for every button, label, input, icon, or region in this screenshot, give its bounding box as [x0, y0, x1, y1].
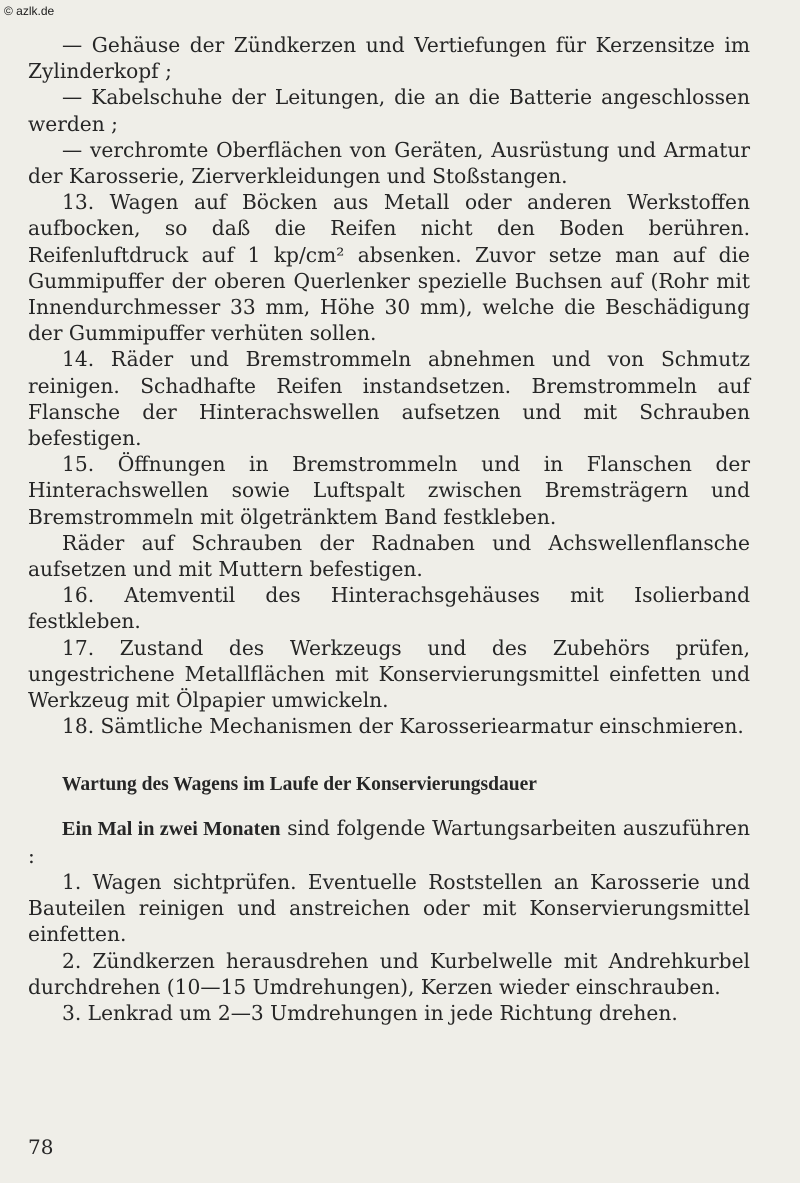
intro-rest: sind folgende Wartungsarbeiten auszuführen :: [28, 816, 750, 868]
watermark: © azlk.de: [4, 4, 55, 18]
intro-paragraph: [28, 815, 750, 868]
paragraph: 14. Räder und Bremstrommeln abnehmen und von Schmutz reinigen. Schadhafte Reifen instandsetzen. Bremstrommeln auf Flansche der Hinterachswellen aufsetzen und mit Schrauben befestigen.: [28, 347, 750, 451]
paragraph: — Gehäuse der Zündkerzen und Vertiefungen für Kerzensitze im Zylinderkopf ;: [28, 33, 750, 84]
body-text: [28, 32, 750, 1026]
paragraph: Räder auf Schrauben der Radnaben und Achswellenflansche aufsetzen und mit Muttern befestigen.: [28, 530, 750, 582]
page-number: 78: [28, 1135, 54, 1159]
paragraph: 18. Sämtliche Mechanismen der Karosseriearmatur einschmieren.: [62, 714, 744, 739]
paragraph: 13. Wagen auf Böcken aus Metall oder anderen Werkstoffen aufbocken, so daß die Reifen nicht den Boden berühren. Reifenluftdruck auf 1 kp/cm² absenken. Zuvor setze man auf die Gummipuffer der oberen Querlenker spezielle Buchsen auf (Rohr mit Innendurchmesser 33 mm, Höhe 30 mm), welche die Beschädigung der Gummipuffer verhüten sollen.: [28, 190, 750, 346]
paragraph: — Kabelschuhe der Leitungen, die an die Batterie angeschlossen werden ;: [28, 85, 750, 136]
paragraph: 17. Zustand des Werkzeugs und des Zubehörs prüfen, ungestrichene Metallflächen mit Konservierungsmittel einfetten und Werkzeug mit Ölpapier umwickeln.: [28, 635, 750, 713]
step-paragraph: 1. Wagen sichtprüfen. Eventuelle Roststellen an Karosserie und Bauteilen reinigen und anstreichen oder mit Konservierungsmittel einfetten.: [28, 869, 750, 947]
intro-bold: Ein Mal in zwei Monaten: [62, 818, 281, 841]
paragraph: — verchromte Oberflächen von Geräten, Ausrüstung und Armatur der Karosserie, Zierverkleidungen und Stoßstangen.: [28, 137, 750, 189]
step-paragraph: 3. Lenkrad um 2—3 Umdrehungen in jede Richtung drehen.: [62, 1000, 678, 1025]
paragraph: 16. Atemventil des Hinterachsgehäuses mit Isolierband festkleben.: [28, 583, 750, 634]
step-paragraph: 2. Zündkerzen herausdrehen und Kurbelwelle mit Andrehkurbel durchdrehen (10—15 Umdrehungen), Kerzen wieder einschrauben.: [28, 948, 750, 999]
paragraph: 15. Öffnungen in Bremstrommeln und in Flanschen der Hinterachswellen sowie Luftspalt zwischen Bremsträgern und Bremstrommeln mit ölgetränktem Band festkleben.: [28, 452, 750, 529]
section-heading: Wartung des Wagens im Laufe der Konservierungsdauer: [62, 774, 537, 796]
